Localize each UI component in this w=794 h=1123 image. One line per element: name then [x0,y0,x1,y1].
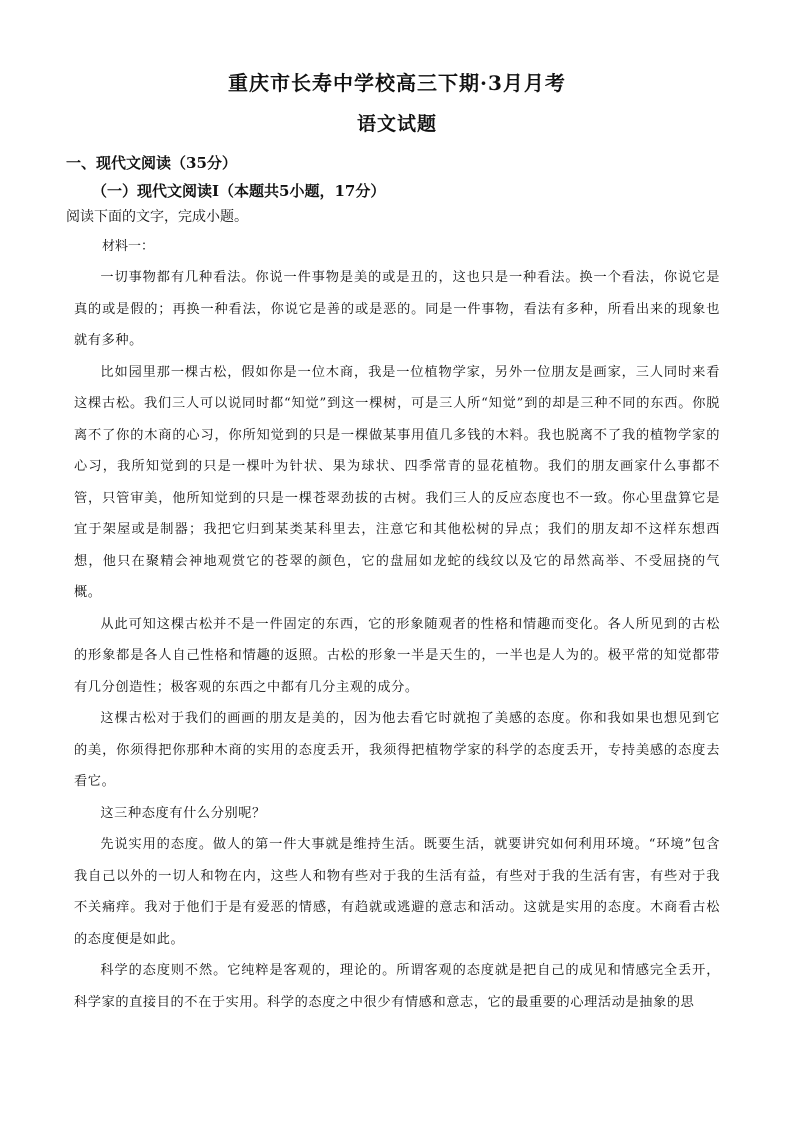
sub-section-heading: （一）现代文阅读Ⅰ（本题共5小题，17分） [92,182,386,200]
passage-paragraph: 这三种态度有什么分别呢？ [100,805,266,821]
passage-paragraph: 比如园里那一棵古松，假如你是一位木商，我是一位植物学家，另外一位朋友是画家，三人同时来看这棵古松。我们三人可以说同时都“知觉”到这一棵树，可是三人所“知觉”到的却是三种不同的东西。你脱离不了你的木商的心习，你所知觉到的只是一棵做某事用值几多钱的木料。我也脱离不了我的植物学家的心习，我所知觉到的只是一棵叶为针状、果为球状、四季常青的显花植物。我们的朋友画家什么事都不管，只管审美，他所知觉到的只是一棵苍翠劲拔的古树。我们三人的反应态度也不一致。你心里盘算它是宜于架屋或是制器；我把它归到某类某科里去，注意它和其他松树的异点；我们的朋友却不这样东想西想，他只在聚精会神地观赏它的苍翠的颜色，它的盘屈如龙蛇的线纹以及它的昂然高举、不受屈挠的气概。 [74,364,720,600]
passage-paragraph: 从此可知这棵古松并不是一件固定的东西，它的形象随观者的性格和情趣而变化。各人所见到的古松的形象都是各人自己性格和情趣的返照。古松的形象一半是天生的，一半也是人为的。极平常的知觉都带有几分创造性；极客观的东西之中都有几分主观的成分。 [74,616,720,695]
reading-instruction: 阅读下面的文字，完成小题。 [66,209,248,225]
passage-paragraph: 一切事物都有几种看法。你说一件事物是美的或是丑的，这也只是一种看法。换一个看法，你说它是真的或是假的；再换一种看法，你说它是善的或是恶的。同是一件事物，看法有多种，所看出来的现象也就有多种。 [74,270,720,348]
material-label: 材料一： [102,239,155,254]
passage-paragraph: 先说实用的态度。做人的第一件大事就是维持生活。既要生活，就要讲究如何利用环境。“环境”包含我自己以外的一切人和物在内，这些人和物有些对于我的生活有益，有些对于我的生活有害，有些对于我不关痛痒。我对于他们于是有爱恶的情感，有趋就或逃避的意志和活动。这就是实用的态度。木商看古松的态度便是如此。 [74,837,720,947]
passage-paragraph: 科学的态度则不然。它纯粹是客观的，理论的。所谓客观的态度就是把自己的成见和情感完全丢开，科学家的直接目的不在于实用。科学的态度之中很少有情感和意志，它的最重要的心理活动是抽象的思 [74,963,720,1010]
page-title: 重庆市长寿中学校高三下期·3月月考 [228,71,566,95]
passage-paragraph: 这棵古松对于我们的画画的朋友是美的，因为他去看它时就抱了美感的态度。你和我如果也想见到它的美，你须得把你那种木商的实用的态度丢开，我须得把植物学家的科学的态度丢开，专持美感的态度去看它。 [74,711,720,789]
section-heading: 一、现代文阅读（35分） [66,154,237,172]
passage-body [74,262,720,1018]
page-subtitle: 语文试题 [356,113,437,135]
